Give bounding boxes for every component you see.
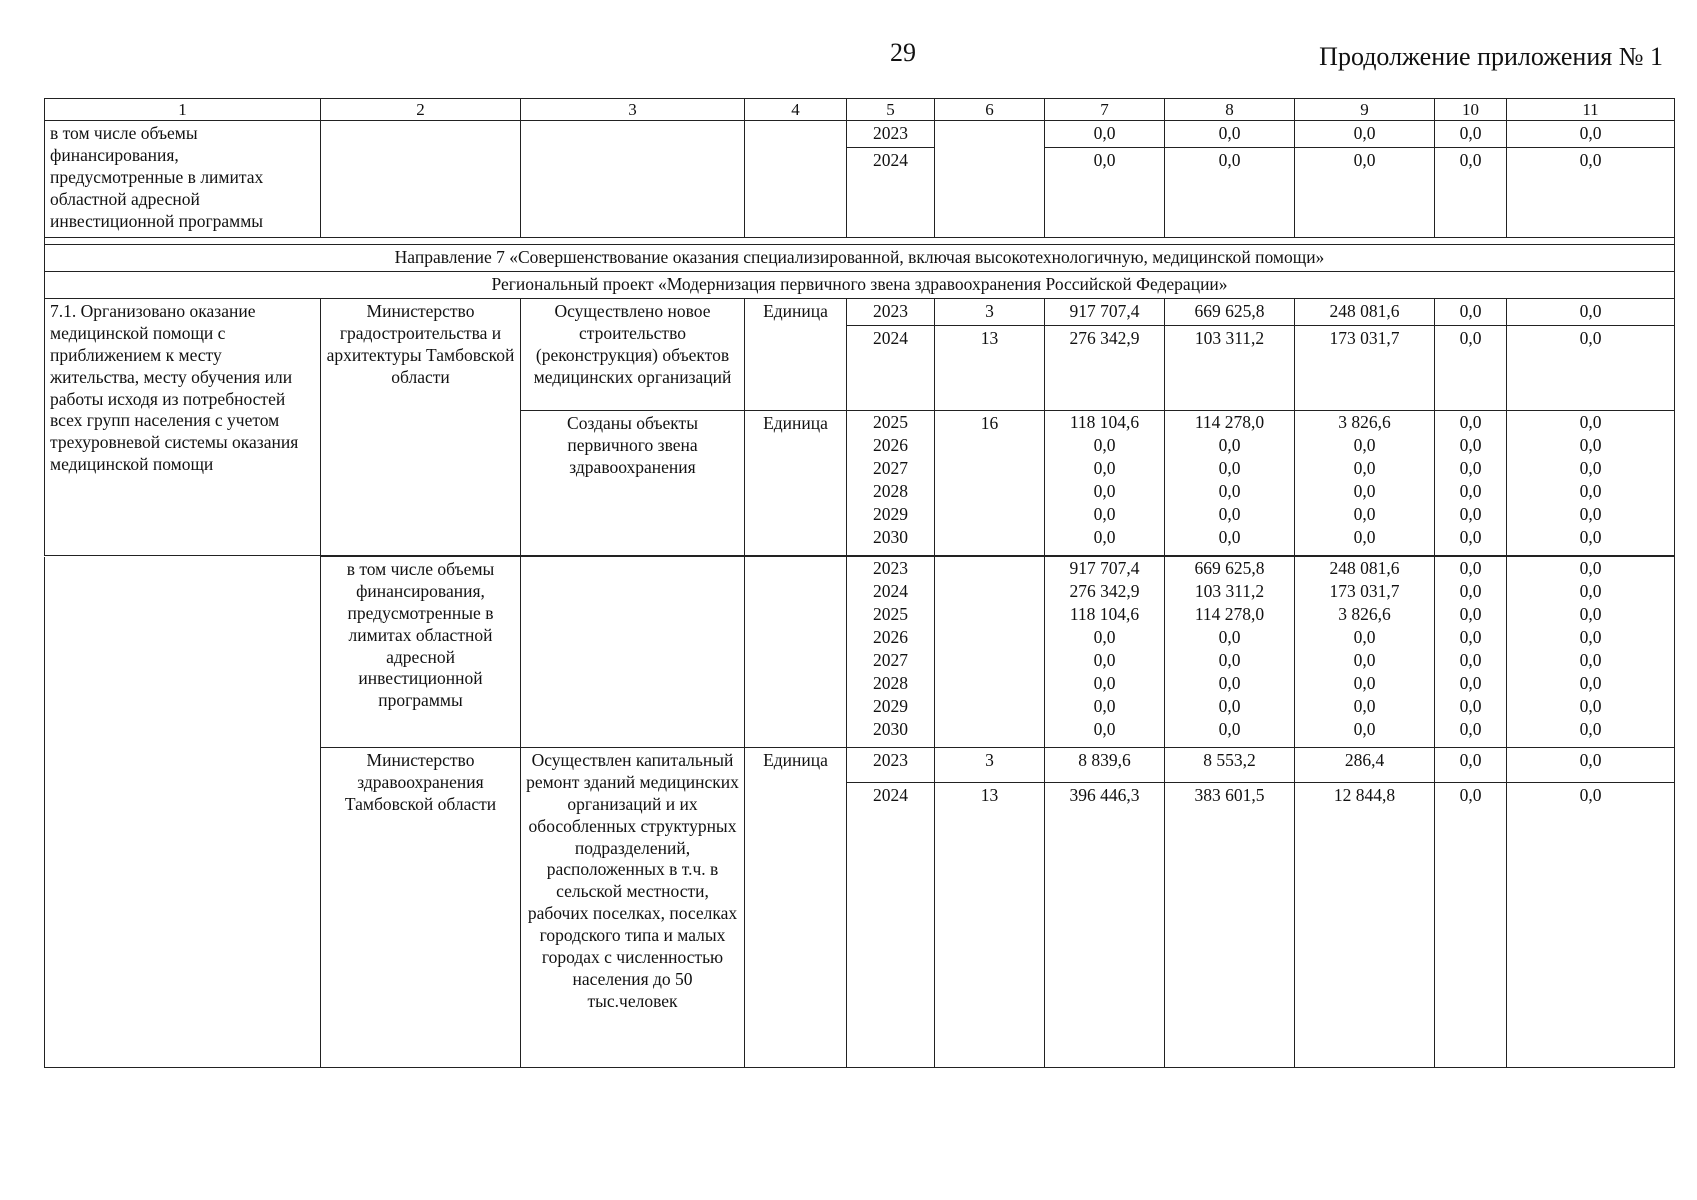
direction-row xyxy=(45,245,1675,272)
value-cell: 248 081,6 xyxy=(1329,558,1400,578)
table-row xyxy=(45,299,1675,326)
value-cell: 669 625,8 xyxy=(1194,558,1265,578)
value-cell: 0,0 xyxy=(1218,650,1241,670)
col-number: 9 xyxy=(1295,99,1435,121)
ministry-name: Министерство здравоохранения Тамбовской области xyxy=(321,748,521,1068)
value-cell: 0,0 xyxy=(1459,696,1482,716)
value-cell: 0,0 xyxy=(1353,457,1376,478)
appendix-title: Продолжение приложения № 1 xyxy=(1319,42,1663,71)
value-cell: 3 826,6 xyxy=(1338,604,1391,624)
ministry-name: Министерство градостроительства и архитектуры Тамбовской области xyxy=(321,299,521,556)
count-cell: 16 xyxy=(935,410,1045,555)
result-description: Осуществлено новое строительство (реконструкция) объектов медицинских организаций xyxy=(521,299,745,411)
value-cell: 248 081,6 xyxy=(1295,299,1435,326)
value-cell: 0,0 xyxy=(1218,526,1241,547)
value-cell: 0,0 xyxy=(1353,650,1376,670)
value-cell: 276 342,9 xyxy=(1045,325,1165,410)
blank-row xyxy=(45,238,1675,245)
unit-cell: Единица xyxy=(745,410,847,555)
count-cell: 3 xyxy=(935,299,1045,326)
value-cell: 0,0 xyxy=(1093,650,1116,670)
value-cell: 0,0 xyxy=(1218,480,1241,501)
value-list xyxy=(1507,557,1675,748)
result-description: Созданы объекты первичного звена здравоохранения xyxy=(521,410,745,555)
value-cell: 0,0 xyxy=(1218,673,1241,693)
value-cell: 0,0 xyxy=(1579,604,1602,624)
value-cell: 0,0 xyxy=(1353,696,1376,716)
financing-table xyxy=(44,98,1675,556)
value-cell: 0,0 xyxy=(1579,480,1602,501)
value-cell: 0,0 xyxy=(1459,558,1482,578)
result-description: Осуществлен капитальный ремонт зданий медицинских организаций и их обособленных структурных подразделений, расположенных в т.ч. в сельской местности, рабочих поселках, поселках городского типа и малых городах с численностью населения до 50 тыс.человек xyxy=(521,748,745,1068)
year-cell: 2024 xyxy=(847,783,935,1068)
year-cell: 2027 xyxy=(873,650,908,670)
value-cell: 669 625,8 xyxy=(1165,299,1295,326)
year-cell: 2024 xyxy=(873,581,908,601)
value-cell: 0,0 xyxy=(1579,558,1602,578)
year-cell: 2023 xyxy=(847,748,935,783)
column-numbers-row xyxy=(45,99,1675,121)
value-cell: 0,0 xyxy=(1353,673,1376,693)
empty-cell xyxy=(521,121,745,238)
value-cell: 0,0 xyxy=(1165,148,1295,238)
page-number: 29 xyxy=(890,38,916,67)
value-cell: 0,0 xyxy=(1579,696,1602,716)
table-row xyxy=(45,557,1675,748)
value-cell: 0,0 xyxy=(1093,696,1116,716)
value-cell: 118 104,6 xyxy=(1069,411,1140,432)
value-cell: 8 839,6 xyxy=(1045,748,1165,783)
value-list xyxy=(1435,557,1507,748)
col-number: 3 xyxy=(521,99,745,121)
value-cell: 173 031,7 xyxy=(1295,325,1435,410)
col-number: 5 xyxy=(847,99,935,121)
col-number: 1 xyxy=(45,99,321,121)
value-cell: 173 031,7 xyxy=(1329,581,1400,601)
year-cell: 2023 xyxy=(847,299,935,326)
col-number: 11 xyxy=(1507,99,1675,121)
value-cell: 0,0 xyxy=(1459,627,1482,647)
empty-cell xyxy=(321,121,521,238)
value-cell: 0,0 xyxy=(1218,696,1241,716)
year-cell: 2025 xyxy=(873,604,908,624)
value-cell: 0,0 xyxy=(1353,434,1376,455)
value-cell: 0,0 xyxy=(1507,299,1675,326)
year-cell: 2025 xyxy=(873,411,908,432)
value-cell: 0,0 xyxy=(1579,650,1602,670)
value-cell: 0,0 xyxy=(1507,148,1675,238)
value-cell: 0,0 xyxy=(1459,581,1482,601)
empty-cell xyxy=(521,557,745,748)
value-cell: 0,0 xyxy=(1435,148,1507,238)
col-number: 10 xyxy=(1435,99,1507,121)
value-cell: 0,0 xyxy=(1353,627,1376,647)
value-cell: 0,0 xyxy=(1093,480,1116,501)
value-cell: 0,0 xyxy=(1093,719,1116,739)
value-cell: 0,0 xyxy=(1579,434,1602,455)
col-number: 4 xyxy=(745,99,847,121)
value-cell: 0,0 xyxy=(1093,457,1116,478)
value-cell: 0,0 xyxy=(1093,526,1116,547)
value-cell: 917 707,4 xyxy=(1045,299,1165,326)
value-list xyxy=(1165,410,1295,555)
including-label: в том числе объемы финансирования, предусмотренные в лимитах областной адресной инвестиционной программы xyxy=(45,121,321,238)
value-cell: 8 553,2 xyxy=(1165,748,1295,783)
value-cell: 0,0 xyxy=(1435,783,1507,1068)
value-cell: 0,0 xyxy=(1045,121,1165,148)
value-cell: 3 826,6 xyxy=(1338,411,1391,432)
regional-project-row xyxy=(45,272,1675,299)
empty-cell xyxy=(745,557,847,748)
value-cell: 0,0 xyxy=(1435,748,1507,783)
value-cell: 0,0 xyxy=(1579,411,1602,432)
value-cell: 0,0 xyxy=(1218,457,1241,478)
value-cell: 0,0 xyxy=(1579,526,1602,547)
value-cell: 114 278,0 xyxy=(1194,604,1265,624)
value-cell: 0,0 xyxy=(1435,325,1507,410)
value-cell: 0,0 xyxy=(1507,748,1675,783)
count-cell: 13 xyxy=(935,325,1045,410)
value-list xyxy=(1045,557,1165,748)
value-cell: 0,0 xyxy=(1579,673,1602,693)
value-cell: 0,0 xyxy=(1507,783,1675,1068)
value-list xyxy=(1507,410,1675,555)
value-list xyxy=(1295,557,1435,748)
year-cell: 2027 xyxy=(873,457,908,478)
unit-cell: Единица xyxy=(745,299,847,411)
value-cell: 0,0 xyxy=(1353,719,1376,739)
value-cell: 0,0 xyxy=(1218,627,1241,647)
value-cell: 396 446,3 xyxy=(1045,783,1165,1068)
year-cell: 2029 xyxy=(873,696,908,716)
year-list xyxy=(847,557,935,748)
value-cell: 0,0 xyxy=(1165,121,1295,148)
value-cell: 103 311,2 xyxy=(1165,325,1295,410)
year-cell: 2029 xyxy=(873,503,908,524)
direction-title: Направление 7 «Совершенствование оказания специализированной, включая высокотехнологичную, медицинской помощи» xyxy=(45,245,1675,272)
col-number: 8 xyxy=(1165,99,1295,121)
value-cell: 0,0 xyxy=(1459,434,1482,455)
value-cell: 0,0 xyxy=(1093,627,1116,647)
regional-project-title: Региональный проект «Модернизация первичного звена здравоохранения Российской Федерации» xyxy=(45,272,1675,299)
value-cell: 0,0 xyxy=(1459,650,1482,670)
value-cell: 0,0 xyxy=(1353,526,1376,547)
value-cell: 0,0 xyxy=(1459,604,1482,624)
value-cell: 286,4 xyxy=(1295,748,1435,783)
year-cell: 2023 xyxy=(873,558,908,578)
unit-cell: Единица xyxy=(745,748,847,1068)
value-cell: 0,0 xyxy=(1459,673,1482,693)
value-cell: 0,0 xyxy=(1218,434,1241,455)
value-cell: 0,0 xyxy=(1507,325,1675,410)
year-cell: 2023 xyxy=(847,121,935,148)
count-cell: 3 xyxy=(935,748,1045,783)
value-list xyxy=(1295,410,1435,555)
value-cell: 383 601,5 xyxy=(1165,783,1295,1068)
year-cell: 2026 xyxy=(873,627,908,647)
year-cell: 2024 xyxy=(847,148,935,238)
value-cell: 0,0 xyxy=(1579,503,1602,524)
value-cell: 0,0 xyxy=(1093,673,1116,693)
value-cell: 0,0 xyxy=(1579,627,1602,647)
value-cell: 0,0 xyxy=(1435,299,1507,326)
col-number: 7 xyxy=(1045,99,1165,121)
value-cell: 0,0 xyxy=(1353,503,1376,524)
value-list xyxy=(1165,557,1295,748)
year-cell: 2026 xyxy=(873,434,908,455)
value-cell: 0,0 xyxy=(1459,526,1482,547)
value-cell: 0,0 xyxy=(1459,411,1482,432)
value-cell: 0,0 xyxy=(1459,503,1482,524)
value-cell: 118 104,6 xyxy=(1069,604,1140,624)
year-cell: 2028 xyxy=(873,480,908,501)
value-cell: 0,0 xyxy=(1093,503,1116,524)
value-cell: 0,0 xyxy=(1295,121,1435,148)
value-cell: 114 278,0 xyxy=(1194,411,1265,432)
value-cell: 0,0 xyxy=(1435,121,1507,148)
year-list xyxy=(847,410,935,555)
value-cell: 0,0 xyxy=(1579,719,1602,739)
value-cell: 0,0 xyxy=(1295,148,1435,238)
value-cell: 276 342,9 xyxy=(1069,581,1140,601)
value-cell: 0,0 xyxy=(1093,434,1116,455)
col-number: 2 xyxy=(321,99,521,121)
value-list xyxy=(1435,410,1507,555)
year-cell: 2024 xyxy=(847,325,935,410)
year-cell: 2030 xyxy=(873,719,908,739)
value-list xyxy=(1045,410,1165,555)
table-row xyxy=(45,121,1675,148)
value-cell: 917 707,4 xyxy=(1069,558,1140,578)
value-cell: 0,0 xyxy=(1459,719,1482,739)
value-cell: 0,0 xyxy=(1579,457,1602,478)
col-number: 6 xyxy=(935,99,1045,121)
value-cell: 0,0 xyxy=(1579,581,1602,601)
including-label: в том числе объемы финансирования, предусмотренные в лимитах областной адресной инвестиционной программы xyxy=(321,557,521,748)
empty-cell xyxy=(935,557,1045,748)
value-cell: 12 844,8 xyxy=(1295,783,1435,1068)
value-cell: 0,0 xyxy=(1507,121,1675,148)
count-cell: 13 xyxy=(935,783,1045,1068)
year-cell: 2030 xyxy=(873,526,908,547)
item-description-continued xyxy=(45,557,321,1068)
value-cell: 0,0 xyxy=(1353,480,1376,501)
blank-cell xyxy=(45,238,1675,245)
item-description: 7.1. Организовано оказание медицинской помощи с приближением к месту жительства, месту обучения или работы исходя из потребностей всех групп населения с учетом трехуровневой системы оказания медицинской помощи xyxy=(45,299,321,556)
value-cell: 0,0 xyxy=(1218,503,1241,524)
empty-cell xyxy=(935,121,1045,238)
financing-table-lower xyxy=(44,556,1675,1068)
value-cell: 0,0 xyxy=(1045,148,1165,238)
value-cell: 0,0 xyxy=(1459,457,1482,478)
empty-cell xyxy=(745,121,847,238)
year-cell: 2028 xyxy=(873,673,908,693)
value-cell: 103 311,2 xyxy=(1194,581,1265,601)
value-cell: 0,0 xyxy=(1459,480,1482,501)
value-cell: 0,0 xyxy=(1218,719,1241,739)
